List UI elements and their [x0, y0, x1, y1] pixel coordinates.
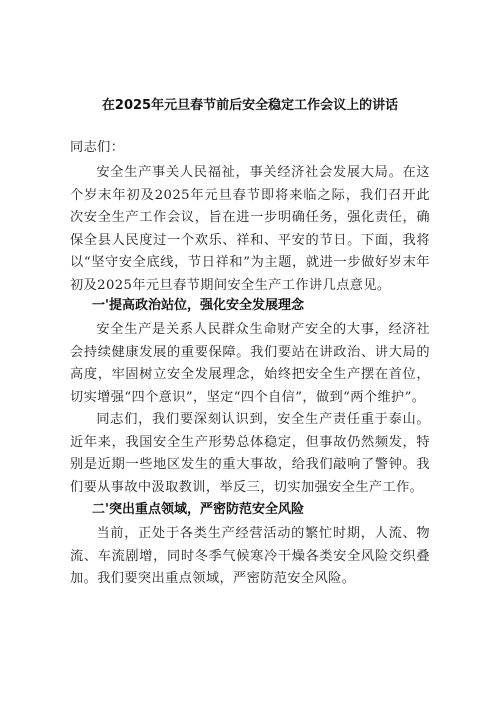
- paragraph-section-2: [70, 523, 430, 591]
- paragraph-section-1b: [70, 409, 430, 499]
- paragraph-1-text: 安全生产事关人民福祉，事关经济社会发展大局。在这个岁末年初及2025年元旦春节即将来临之际，我们召开此次安全生产工作会议，旨在进一步明确任务，强化责任，确保全县人民度过一个欢乐、祥和、平安的节日。下面，我将以“坚守安全底线，节日祥和”为主题，就进一步做好岁末年初及2025年元旦春节期间安全生产工作讲几点意见。: [70, 165, 430, 293]
- paragraph-4-text: 当前，正处于各类生产经营活动的繁忙时期，人流、物流、车流剧增，同时冬季气候寒冷干燥各类安全风险交织叠加。我们要突出重点领域，严密防范安全风险。: [70, 526, 430, 586]
- paragraph-2-text: 安全生产是关系人民群众生命财产安全的大事，经济社会持续健康发展的重要保障。我们要站在讲政治、讲大局的高度，牢固树立安全发展理念，始终把安全生产摆在首位，切实增强“四个意识”，坚定“四个自信”，做到“两个维护”。: [70, 322, 430, 405]
- greeting: 同志们：: [70, 140, 125, 155]
- document-title: 在2025年元旦春节前后安全稳定工作会议上的讲话: [101, 98, 399, 113]
- section-heading-1: 一'提高政治站位，强化安全发展理念: [92, 298, 304, 313]
- paragraph-intro: [70, 162, 430, 297]
- paragraph-3-text: 同志们，我们要深刻认识到，安全生产责任重于泰山。近年来，我国安全生产形势总体稳定，但事故仍然频发，特别是近期一些地区发生的重大事故，给我们敲响了警钟。我们要从事故中汲取教训，举反三，切实加强安全生产工作。: [70, 412, 430, 495]
- paragraph-section-1a: [70, 319, 430, 409]
- section-heading-2: 二'突出重点领域，严密防范安全风险: [92, 502, 304, 517]
